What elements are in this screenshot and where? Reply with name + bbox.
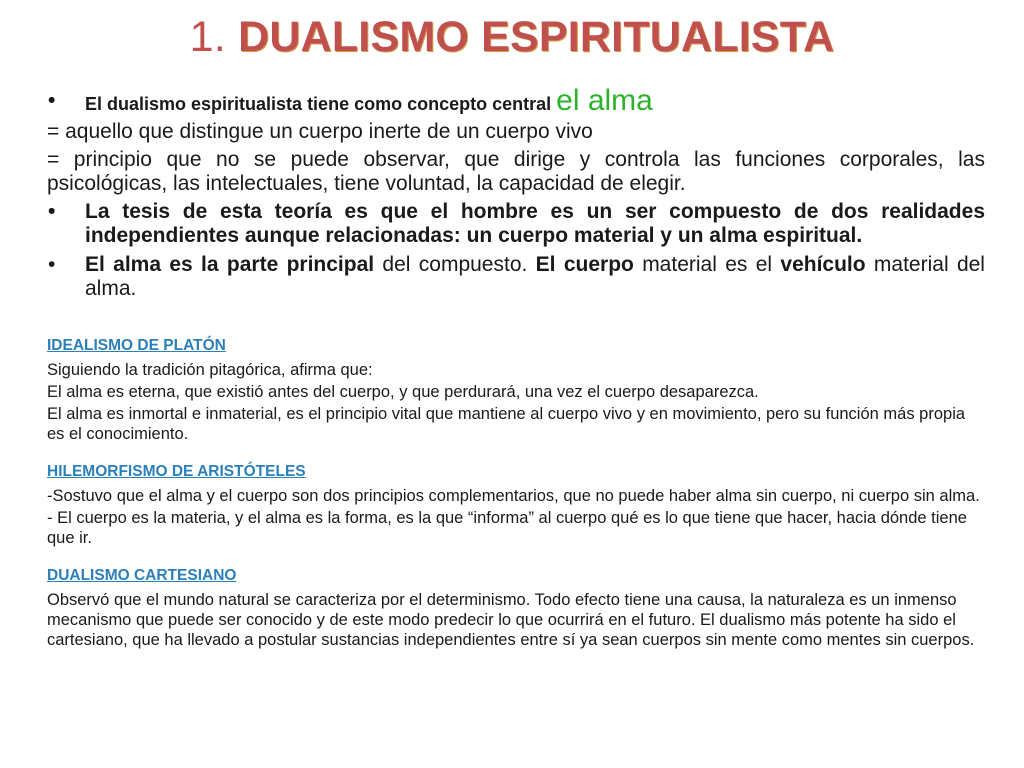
bullet-thesis: • La tesis de esta teoría es que el hombre es un ser compuesto de dos realidades independientes aunque relacionadas: un cuerpo material y un alma espiritual. <box>47 200 985 248</box>
aristoteles-line-2: - El cuerpo es la materia, y el alma es la forma, es la que “informa” al cuerpo qué es lo que tiene que hacer, hacia dónde tiene que ir. <box>47 509 967 547</box>
heading-platon[interactable]: IDEALISMO DE PLATÓN <box>47 337 226 354</box>
definition-line-2: = principio que no se puede observar, que dirige y controla las funciones corporales, las psicológicas, las intelectuales, tiene voluntad, la capacidad de elegir. <box>47 148 985 195</box>
title-number: 1. <box>189 13 226 61</box>
spacer <box>47 446 987 462</box>
top-content <box>47 86 985 306</box>
bullet-concept <box>47 86 985 119</box>
bullet-principal-bold-2: El cuerpo <box>535 253 634 276</box>
platon-line-2: El alma es eterna, que existió antes del cuerpo, y que perdurará, una vez el cuerpo desaparezca. <box>47 383 759 401</box>
sections <box>47 336 987 652</box>
heading-aristoteles[interactable]: HILEMORFISMO DE ARISTÓTELES <box>47 463 306 480</box>
bullet-principal <box>47 253 985 301</box>
spacer <box>47 550 987 566</box>
platon-line-1: Siguiendo la tradición pitagórica, afirma que: <box>47 361 373 379</box>
bullet-principal-bold-3: vehículo <box>780 253 866 276</box>
cartesiano-line-1: Observó que el mundo natural se caracteriza por el determinismo. Todo efecto tiene una causa, la naturaleza es un inmenso mecanismo que puede ser conocido y de este modo predecir lo que ocurrirá en el futuro. El dualismo más potente ha sido el cartesiano, que ha llevado a postular sustancias independientes entre sí ya sean cuerpos sin mente como mentes sin cuerpos. <box>47 591 975 649</box>
bullet-principal-text-3: material del alma. <box>85 253 985 300</box>
heading-cartesiano[interactable]: DUALISMO CARTESIANO <box>47 567 237 584</box>
bullet-principal-bold-1: El alma es la parte principal <box>85 253 375 276</box>
definition-line-1: = aquello que distingue un cuerpo inerte de un cuerpo vivo <box>47 120 593 143</box>
bullet-principal-text-2: material es el <box>633 253 781 276</box>
title-text: DUALISMO ESPIRITUALISTA <box>238 13 835 61</box>
slide-title <box>0 14 1024 61</box>
platon-line-3: El alma es inmortal e inmaterial, es el principio vital que mantiene al cuerpo vivo y en movimiento, pero su función más propia es el conocimiento. <box>47 405 966 443</box>
bullet-principal-text-1: del compuesto. <box>374 253 536 276</box>
aristoteles-line-1: -Sostuvo que el alma y el cuerpo son dos principios complementarios, que no puede haber alma sin cuerpo, ni cuerpo sin alma. <box>47 487 980 505</box>
alma-highlight: el alma <box>556 84 653 117</box>
bullet-concept-text: El dualismo espiritualista tiene como concepto central <box>85 94 552 114</box>
